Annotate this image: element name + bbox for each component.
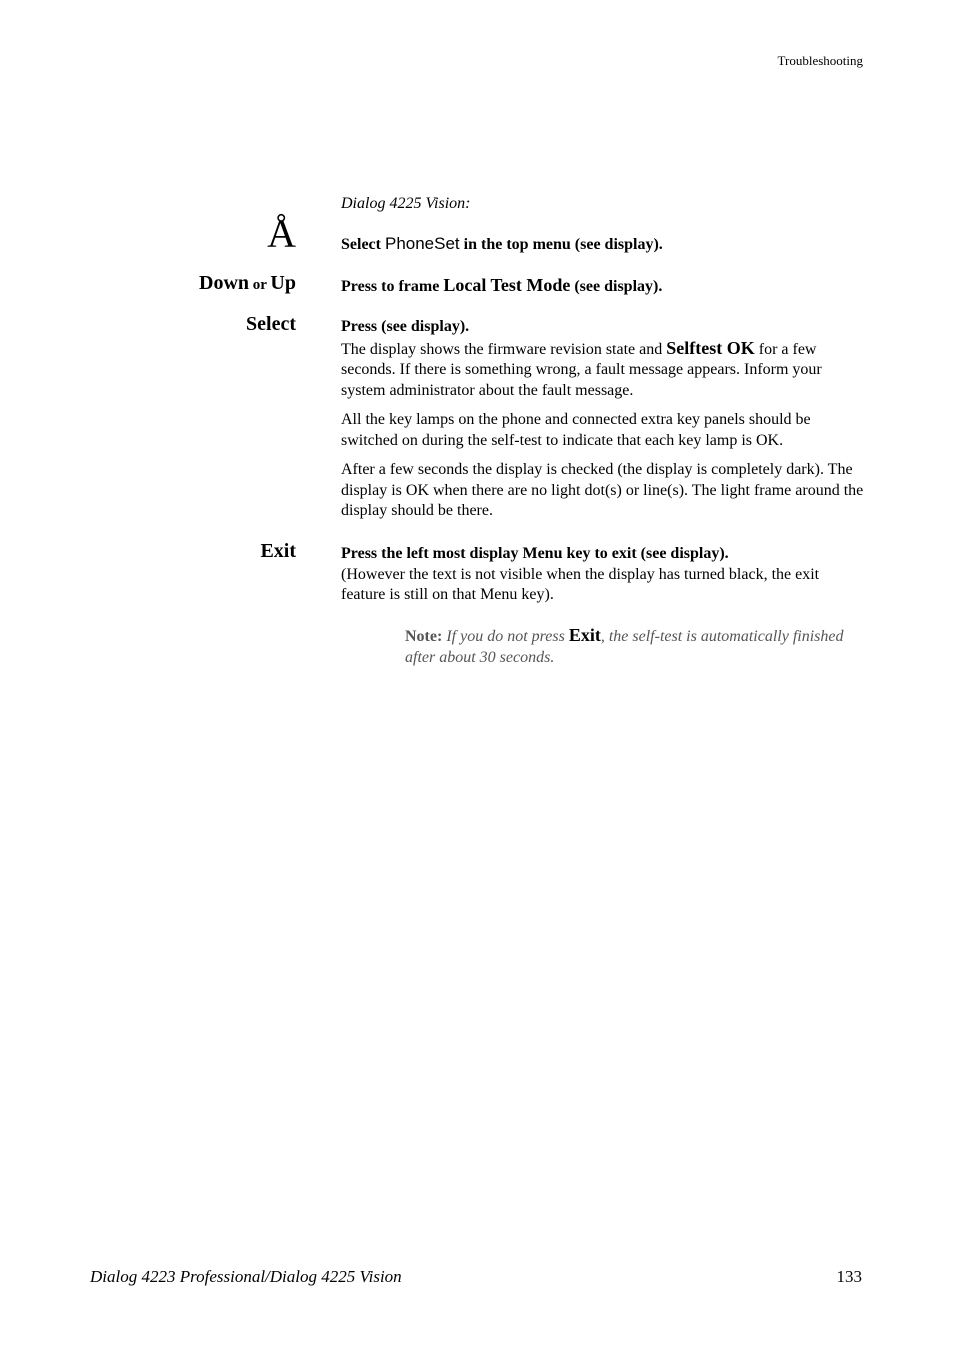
step-2-description [341,275,866,298]
step-3-description [341,317,866,522]
step-4-text: (However the text is not visible when the display has turned black, the exit feature is still on that Menu key). [341,565,820,603]
select-key-label: Select [246,313,296,335]
note-label: Note: [405,628,443,645]
note-box: Note: If you do not press Exit, the self-test is automatically finished after about 30 seconds. [405,625,844,666]
page-number: 133 [836,1267,862,1286]
step-4-instruction: Press the left most display Menu key to exit (see display). [341,545,729,562]
step-2-instruction: Press to frame Local Test Mode (see display). [341,275,663,295]
selftest-ok-keyword: Selftest OK [666,337,755,358]
step-3-instruction: Press (see display). [341,318,470,335]
step-3-body: Press (see display). The display shows the firmware revision state and Selftest OK for a few seconds. If there is something wrong, a fault message appears. Inform your system administrator about the fault message. [341,318,822,399]
step-1-instruction: Select PhoneSet in the top menu (see display). [341,234,663,253]
footer-title: Dialog 4223 Professional/Dialog 4225 Vision [90,1267,402,1286]
display-check-paragraph: After a few seconds the display is checked (the display is completely dark). The display is OK when there are no light dot(s) or line(s). The light frame around the display should be there. [341,461,864,519]
key-lamps-paragraph: All the key lamps on the phone and connected extra key panels should be switched on during the self-test to indicate that each key lamp is OK. [341,411,811,449]
local-test-mode-keyword: Local Test Mode [443,275,571,295]
exit-key-label: Exit [260,540,296,562]
phoneset-key-icon: Å [267,211,296,256]
step-1-description [341,234,866,256]
exit-keyword: Exit [568,625,601,645]
step-4-description [341,544,866,606]
down-or-up-key-label: Down or Up [199,272,296,294]
phoneset-keyword: PhoneSet [384,234,460,253]
model-subheading: Dialog 4225 Vision: [341,195,471,212]
running-header: Troubleshooting [777,53,863,68]
